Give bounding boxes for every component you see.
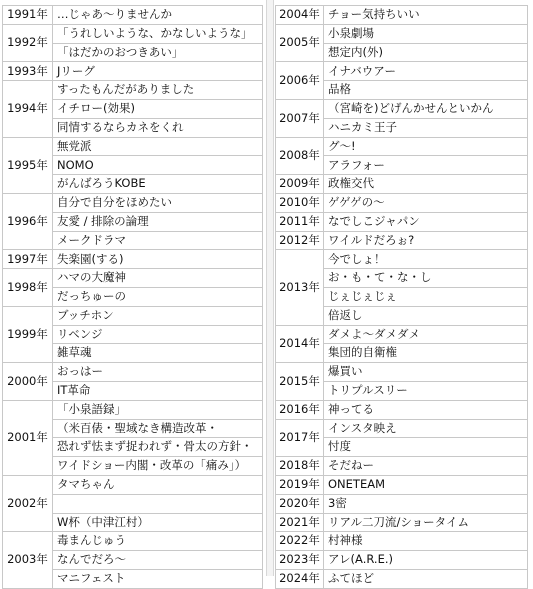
word-cell[interactable]: 「小泉語録」 bbox=[53, 400, 263, 419]
table-row bbox=[276, 250, 528, 269]
word-cell[interactable]: （宮崎を)どげんかせんといかん bbox=[324, 99, 528, 118]
word-cell[interactable]: 自分で自分をほめたい bbox=[53, 193, 263, 212]
table-row bbox=[3, 24, 263, 43]
word-cell[interactable]: W杯（中津江村） bbox=[53, 513, 263, 532]
table-row bbox=[276, 175, 528, 194]
table-row bbox=[3, 62, 263, 81]
word-cell[interactable]: グ～! bbox=[324, 137, 528, 156]
year-cell[interactable]: 2021年 bbox=[276, 513, 324, 532]
table-row bbox=[276, 325, 528, 344]
word-cell[interactable]: （米百俵・聖域なき構造改革・ bbox=[53, 419, 263, 438]
word-cell[interactable]: 毒まんじゅう bbox=[53, 532, 263, 551]
table-row bbox=[276, 400, 528, 419]
year-cell[interactable]: 2000年 bbox=[3, 363, 53, 401]
word-cell[interactable]: ダメよ～ダメダメ bbox=[324, 325, 528, 344]
word-cell[interactable]: 爆買い bbox=[324, 363, 528, 382]
word-cell[interactable]: じぇじぇじぇ bbox=[324, 287, 528, 306]
word-cell[interactable]: 友愛 / 排除の論理 bbox=[53, 212, 263, 231]
word-cell[interactable]: 「はだかのおつきあい」 bbox=[53, 43, 263, 62]
word-cell[interactable]: 今でしょ！ bbox=[324, 250, 528, 269]
year-cell[interactable]: 2006年 bbox=[276, 62, 324, 100]
table-row bbox=[276, 212, 528, 231]
year-cell[interactable]: 2004年 bbox=[276, 6, 324, 25]
word-cell[interactable]: 恐れず怯まず捉われず・骨太の方針・ bbox=[53, 438, 263, 457]
year-cell[interactable]: 2017年 bbox=[276, 419, 324, 457]
table-row bbox=[3, 137, 263, 156]
table-row bbox=[3, 306, 263, 325]
year-cell[interactable]: 2012年 bbox=[276, 231, 324, 250]
word-cell[interactable]: ワイドショー内閣・改革の「痛み」） bbox=[53, 457, 263, 476]
year-cell[interactable]: 1999年 bbox=[3, 306, 53, 362]
word-cell[interactable]: ワイルドだろぉ? bbox=[324, 231, 528, 250]
table-row bbox=[276, 24, 528, 43]
word-cell[interactable]: がんばろうKOBE bbox=[53, 175, 263, 194]
word-cell[interactable]: 同情するならカネをくれ bbox=[53, 118, 263, 137]
table-row bbox=[3, 269, 263, 288]
word-cell[interactable]: 小泉劇場 bbox=[324, 24, 528, 43]
year-cell[interactable]: 2024年 bbox=[276, 569, 324, 588]
table-row bbox=[276, 363, 528, 382]
word-cell[interactable]: 失楽園(する) bbox=[53, 250, 263, 269]
table-row bbox=[276, 494, 528, 513]
word-cell[interactable]: 村神様 bbox=[324, 532, 528, 551]
column-divider bbox=[266, 0, 274, 576]
year-cell[interactable]: 1992年 bbox=[3, 24, 53, 62]
table-row bbox=[3, 400, 263, 419]
word-cell[interactable]: そだねー bbox=[324, 457, 528, 476]
word-cell[interactable]: 神ってる bbox=[324, 400, 528, 419]
year-cell[interactable]: 2016年 bbox=[276, 400, 324, 419]
table-row bbox=[276, 231, 528, 250]
word-cell[interactable]: 想定内(外) bbox=[324, 43, 528, 62]
word-cell[interactable]: インスタ映え bbox=[324, 419, 528, 438]
word-cell[interactable]: 忖度 bbox=[324, 438, 528, 457]
word-cell[interactable]: タマちゃん bbox=[53, 475, 263, 494]
year-cell[interactable]: 2019年 bbox=[276, 475, 324, 494]
left-table bbox=[2, 5, 263, 589]
table-row bbox=[3, 81, 263, 100]
year-cell[interactable]: 1997年 bbox=[3, 250, 53, 269]
year-cell[interactable]: 2003年 bbox=[3, 532, 53, 588]
table-row bbox=[276, 457, 528, 476]
word-cell[interactable]: リアル二刀流/ショータイム bbox=[324, 513, 528, 532]
year-cell[interactable]: 1995年 bbox=[3, 137, 53, 193]
word-cell[interactable]: マニフェスト bbox=[53, 569, 263, 588]
word-cell[interactable]: …じゃあ～りませんか bbox=[53, 6, 263, 25]
year-cell[interactable]: 2009年 bbox=[276, 175, 324, 194]
table-row bbox=[3, 6, 263, 25]
word-cell[interactable]: 集団的自衛権 bbox=[324, 344, 528, 363]
word-cell[interactable]: 政権交代 bbox=[324, 175, 528, 194]
word-cell[interactable]: 無党派 bbox=[53, 137, 263, 156]
word-cell[interactable]: メークドラマ bbox=[53, 231, 263, 250]
table-row bbox=[3, 475, 263, 494]
word-cell[interactable]: IT革命 bbox=[53, 381, 263, 400]
table-row bbox=[276, 513, 528, 532]
word-cell[interactable]: NOMO bbox=[53, 156, 263, 175]
word-cell[interactable]: ブッチホン bbox=[53, 306, 263, 325]
table-row bbox=[276, 99, 528, 118]
word-cell[interactable]: 「うれしいような、かなしいような」 bbox=[53, 24, 263, 43]
word-cell[interactable]: リベンジ bbox=[53, 325, 263, 344]
year-cell[interactable]: 1991年 bbox=[3, 6, 53, 25]
word-cell[interactable]: なでしこジャパン bbox=[324, 212, 528, 231]
word-cell[interactable]: お・も・て・な・し bbox=[324, 269, 528, 288]
table-row bbox=[276, 6, 528, 25]
table-row bbox=[276, 475, 528, 494]
word-cell[interactable]: ゲゲゲの～ bbox=[324, 193, 528, 212]
year-cell[interactable]: 2018年 bbox=[276, 457, 324, 476]
year-cell[interactable]: 2008年 bbox=[276, 137, 324, 175]
year-cell[interactable]: 1994年 bbox=[3, 81, 53, 137]
word-cell[interactable]: ONETEAM bbox=[324, 475, 528, 494]
word-cell[interactable]: ふてほど bbox=[324, 569, 528, 588]
table-row bbox=[276, 137, 528, 156]
year-cell[interactable]: 2022年 bbox=[276, 532, 324, 551]
table-row bbox=[276, 62, 528, 81]
year-cell[interactable]: 2014年 bbox=[276, 325, 324, 363]
word-cell[interactable]: 3密 bbox=[324, 494, 528, 513]
word-cell[interactable]: ハマの大魔神 bbox=[53, 269, 263, 288]
year-cell[interactable]: 2011年 bbox=[276, 212, 324, 231]
table-row bbox=[276, 193, 528, 212]
year-cell[interactable]: 1998年 bbox=[3, 269, 53, 307]
word-cell[interactable]: イチロー(効果) bbox=[53, 99, 263, 118]
table-row bbox=[276, 551, 528, 570]
table-row bbox=[3, 250, 263, 269]
table-row bbox=[276, 419, 528, 438]
word-cell[interactable] bbox=[53, 494, 263, 513]
year-cell[interactable]: 2020年 bbox=[276, 494, 324, 513]
year-cell[interactable]: 2015年 bbox=[276, 363, 324, 401]
word-cell[interactable]: アレ(A.R.E.) bbox=[324, 551, 528, 570]
word-cell[interactable]: イナバウアー bbox=[324, 62, 528, 81]
word-cell[interactable]: 雑草魂 bbox=[53, 344, 263, 363]
right-table bbox=[275, 5, 528, 589]
year-cell[interactable]: 2001年 bbox=[3, 400, 53, 475]
year-cell[interactable]: 2005年 bbox=[276, 24, 324, 62]
word-cell[interactable]: すったもんだがありました bbox=[53, 81, 263, 100]
year-cell[interactable]: 1993年 bbox=[3, 62, 53, 81]
word-cell[interactable]: アラフォー bbox=[324, 156, 528, 175]
year-cell[interactable]: 1996年 bbox=[3, 193, 53, 249]
table-row bbox=[3, 363, 263, 382]
word-cell[interactable]: おっはー bbox=[53, 363, 263, 382]
word-cell[interactable]: 品格 bbox=[324, 81, 528, 100]
word-cell[interactable]: Jリーグ bbox=[53, 62, 263, 81]
year-cell[interactable]: 2013年 bbox=[276, 250, 324, 325]
year-cell[interactable]: 2007年 bbox=[276, 99, 324, 137]
year-cell[interactable]: 2010年 bbox=[276, 193, 324, 212]
word-cell[interactable]: なんでだろ～ bbox=[53, 551, 263, 570]
year-cell[interactable]: 2002年 bbox=[3, 475, 53, 531]
word-cell[interactable]: ハニカミ王子 bbox=[324, 118, 528, 137]
word-cell[interactable]: 倍返し bbox=[324, 306, 528, 325]
table-row bbox=[276, 532, 528, 551]
word-cell[interactable]: トリプルスリー bbox=[324, 381, 528, 400]
word-cell[interactable]: チョー気持ちいい bbox=[324, 6, 528, 25]
table-row bbox=[276, 569, 528, 588]
year-cell[interactable]: 2023年 bbox=[276, 551, 324, 570]
word-cell[interactable]: だっちゅーの bbox=[53, 287, 263, 306]
table-row bbox=[3, 193, 263, 212]
table-row bbox=[3, 532, 263, 551]
